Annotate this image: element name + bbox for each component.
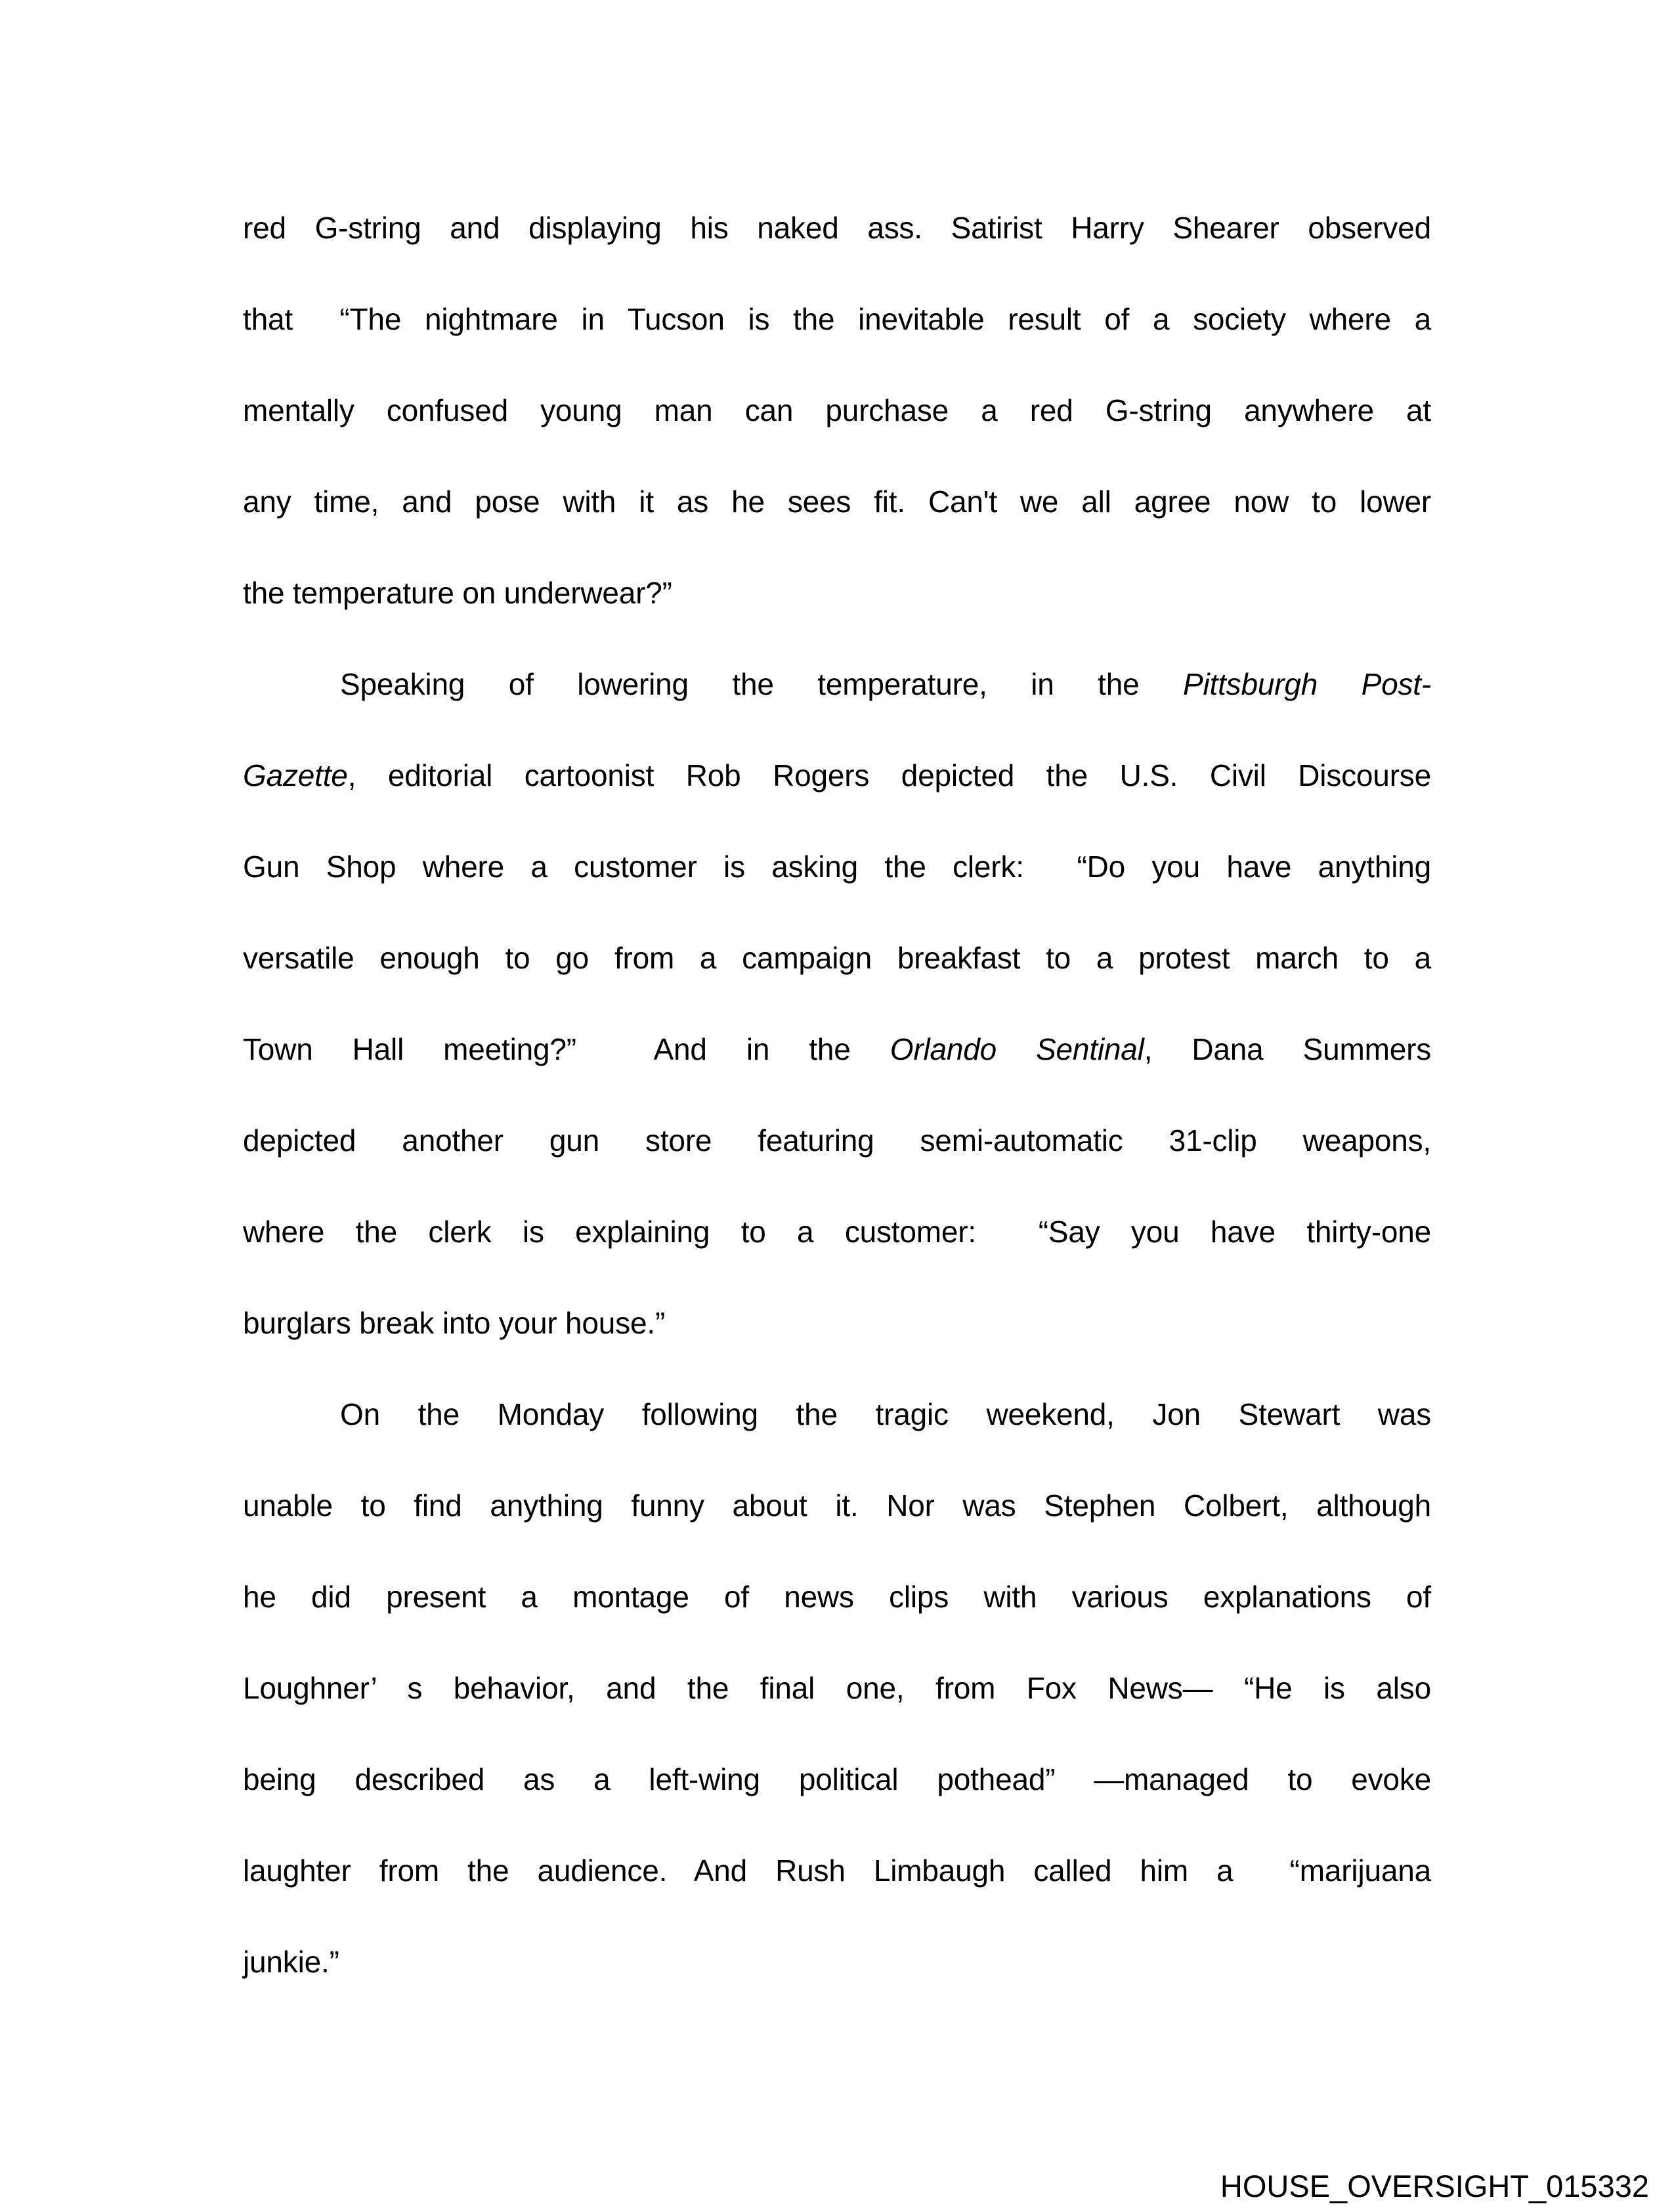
text-line	[243, 183, 1431, 274]
text-line	[243, 913, 1431, 1004]
text-run: versatile enough to go from a campaign breakfast to a protest march to a	[243, 941, 1431, 975]
text-run: laughter from the audience. And Rush Limbaugh called him a “marijuana	[243, 1854, 1431, 1888]
text-run: that “The nightmare in Tucson is the inevitable result of a society where a	[243, 302, 1431, 336]
text-line	[243, 274, 1431, 365]
text-run: burglars break into your house.”	[243, 1306, 666, 1340]
text-line	[243, 365, 1431, 456]
text-run: the temperature on underwear?”	[243, 576, 672, 610]
text-line	[243, 1278, 1431, 1369]
text-run: Loughner’ s behavior, and the final one, from Fox News— “He is also	[243, 1671, 1431, 1705]
bates-number: HOUSE_OVERSIGHT_015332	[1220, 2169, 1649, 2203]
text-run: unable to find anything funny about it. Nor was Stephen Colbert, although	[243, 1488, 1431, 1523]
text-line	[243, 1369, 1431, 1460]
text-line	[243, 1825, 1431, 1917]
text-run: , editorial cartoonist Rob Rogers depicted the U.S. Civil Discourse	[347, 758, 1431, 792]
italic-text-run: Gazette	[243, 758, 348, 792]
text-line	[243, 1004, 1431, 1095]
text-line	[243, 1186, 1431, 1278]
italic-text-run: Pittsburgh Post-	[1183, 667, 1431, 701]
italic-text-run: Orlando Sentinal	[890, 1032, 1144, 1066]
document-text	[243, 183, 1431, 2008]
text-run: junkie.”	[243, 1945, 339, 1979]
text-line	[243, 1095, 1431, 1186]
text-line	[243, 639, 1431, 730]
text-line	[243, 821, 1431, 913]
text-run: mentally confused young man can purchase a red G-string anywhere at	[243, 393, 1431, 427]
text-run: where the clerk is explaining to a customer: “Say you have thirty-one	[243, 1215, 1431, 1249]
text-run: On the Monday following the tragic weekend, Jon Stewart was	[340, 1397, 1431, 1431]
text-run: Speaking of lowering the temperature, in the	[340, 667, 1183, 701]
text-line	[243, 730, 1431, 821]
text-line	[243, 1917, 1431, 2008]
text-run: any time, and pose with it as he sees fit. Can't we all agree now to lower	[243, 485, 1431, 519]
text-run: Gun Shop where a customer is asking the clerk: “Do you have anything	[243, 850, 1431, 884]
text-line	[243, 1551, 1431, 1643]
text-run: he did present a montage of news clips with various explanations of	[243, 1580, 1431, 1614]
text-line	[243, 1460, 1431, 1551]
text-line	[243, 1734, 1431, 1825]
text-line	[243, 456, 1431, 548]
text-line	[243, 1643, 1431, 1734]
text-run: depicted another gun store featuring semi-automatic 31-clip weapons,	[243, 1123, 1431, 1158]
text-run: , Dana Summers	[1144, 1032, 1432, 1066]
text-run: being described as a left-wing political pothead” —managed to evoke	[243, 1762, 1431, 1796]
text-run: Town Hall meeting?” And in the	[243, 1032, 890, 1066]
text-run: red G-string and displaying his naked ass. Satirist Harry Shearer observed	[243, 211, 1431, 245]
text-line	[243, 548, 1431, 639]
